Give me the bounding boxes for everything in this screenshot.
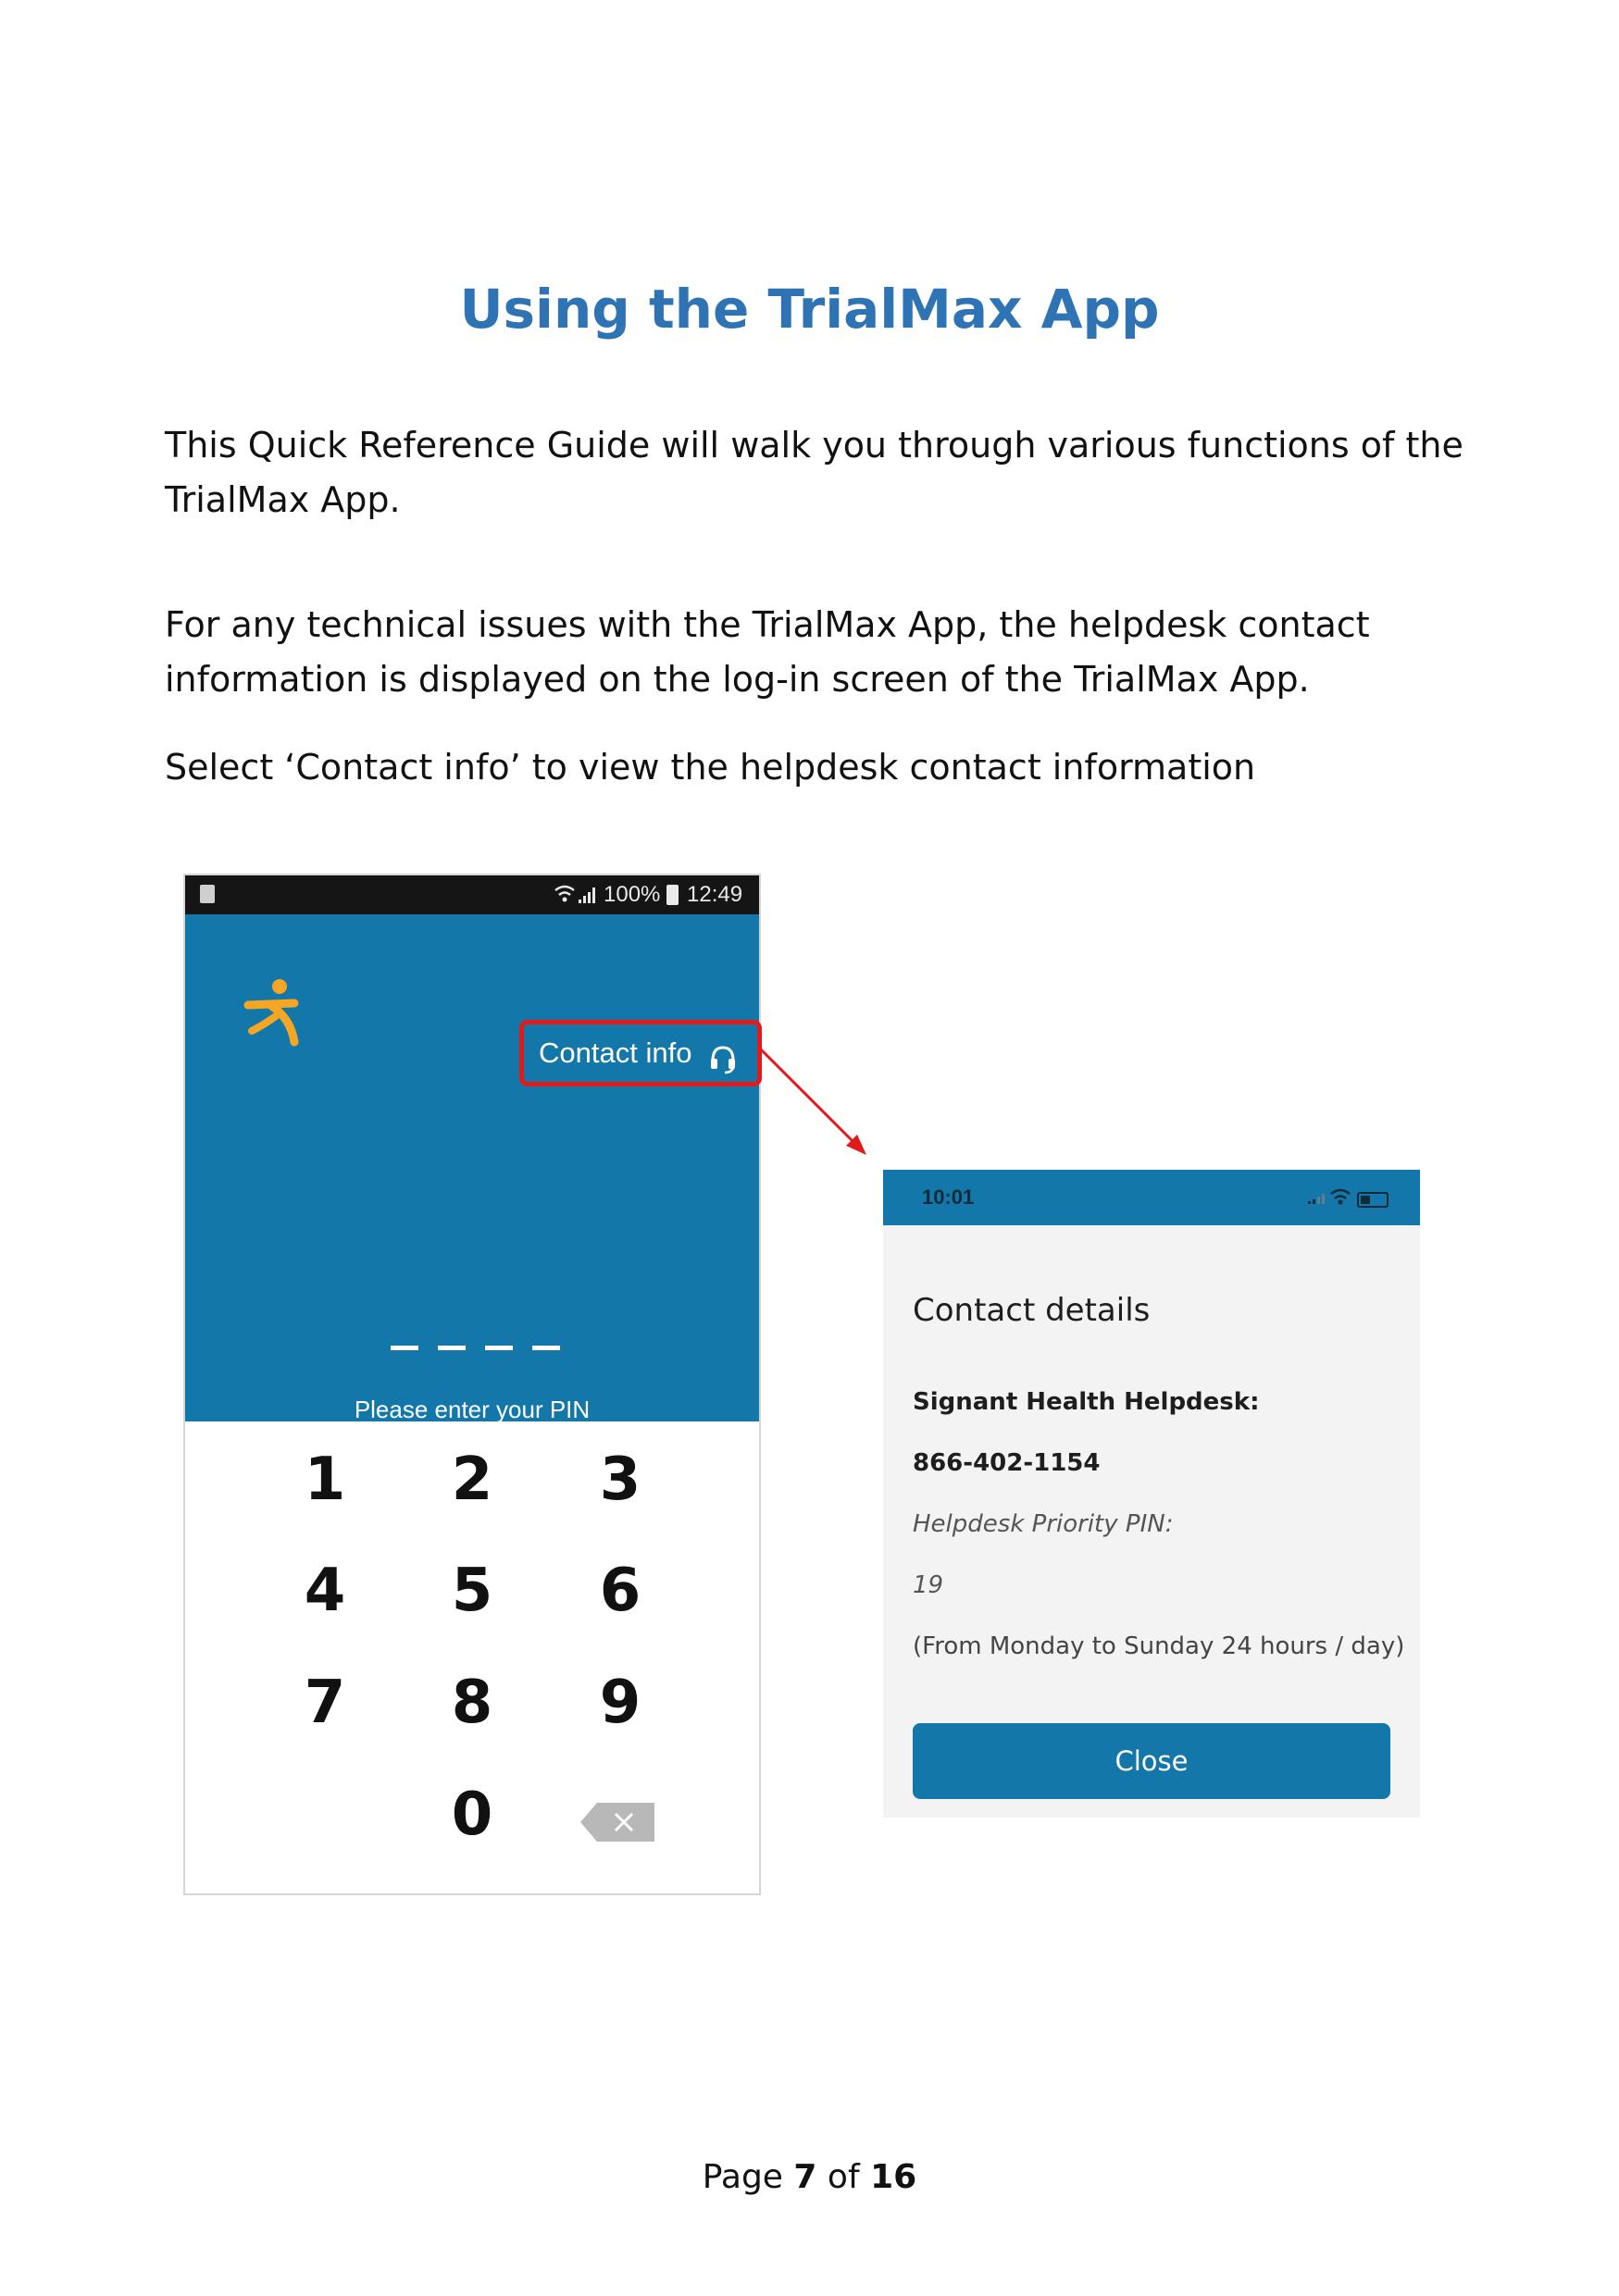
contact-info-label: Contact info (539, 1036, 692, 1069)
key-6[interactable]: 6 (599, 1557, 641, 1625)
contact-heading: Contact details (913, 1292, 1151, 1329)
battery-icon (666, 885, 679, 905)
helpdesk-hours: (From Monday to Sunday 24 hours / day) (913, 1632, 1405, 1660)
status-time: 12:49 (687, 882, 743, 907)
contact-info-button[interactable] (519, 1020, 762, 1086)
key-9[interactable]: 9 (599, 1669, 641, 1737)
pin-placeholder-dash (485, 1346, 513, 1350)
intro-paragraph: This Quick Reference Guide will walk you through various functions of the TrialMax App. (165, 425, 1463, 520)
wifi-icon (1329, 1170, 1351, 1247)
page-number (0, 2158, 1619, 2196)
page-prefix: Page (702, 2158, 783, 2196)
pin-placeholder-dash (532, 1346, 560, 1350)
page-of: of (827, 2158, 860, 2196)
instruction-paragraph: Select ‘Contact info’ to view the helpdesk contact information (165, 747, 1256, 788)
pin-placeholder-dash (391, 1346, 418, 1350)
page-current: 7 (793, 2158, 817, 2196)
status-bar (883, 1170, 1420, 1225)
helpdesk-phone: 866-402-1154 (913, 1449, 1101, 1477)
contact-details-screenshot (883, 1170, 1420, 1818)
headset-icon (709, 1037, 737, 1095)
red-arrow-icon (759, 1048, 870, 1159)
status-time: 10:01 (922, 1185, 975, 1209)
pin-placeholder-dash (438, 1346, 466, 1350)
login-header-panel (185, 914, 759, 1421)
trialmax-logo-icon (243, 977, 307, 1052)
battery-level: 100% (604, 882, 661, 907)
login-screenshot (183, 874, 761, 1895)
page-total: 16 (870, 2158, 917, 2196)
key-1[interactable]: 1 (304, 1446, 346, 1514)
status-bar (185, 875, 759, 914)
signal-icon (1307, 1170, 1327, 1247)
backspace-icon[interactable] (579, 1801, 656, 1848)
pin-prompt: Please enter your PIN (354, 1396, 591, 1423)
priority-pin-value: 19 (913, 1571, 944, 1599)
page-title: Using the TrialMax App (459, 278, 1160, 341)
sd-card-icon (200, 885, 215, 903)
close-button[interactable]: Close (913, 1723, 1390, 1799)
key-0[interactable]: 0 (451, 1781, 493, 1849)
key-3[interactable]: 3 (599, 1446, 641, 1514)
helpdesk-name: Signant Health Helpdesk: (913, 1388, 1260, 1416)
priority-pin-label: Helpdesk Priority PIN: (913, 1510, 1174, 1538)
helpdesk-paragraph: For any technical issues with the TrialMax App, the helpdesk contact information is displayed on the log-in screen of the TrialMax App. (165, 604, 1370, 700)
key-5[interactable]: 5 (451, 1557, 493, 1625)
key-7[interactable]: 7 (304, 1669, 346, 1737)
key-2[interactable]: 2 (451, 1446, 493, 1514)
key-4[interactable]: 4 (304, 1557, 346, 1625)
key-8[interactable]: 8 (451, 1669, 493, 1737)
battery-icon (1357, 1192, 1389, 1208)
